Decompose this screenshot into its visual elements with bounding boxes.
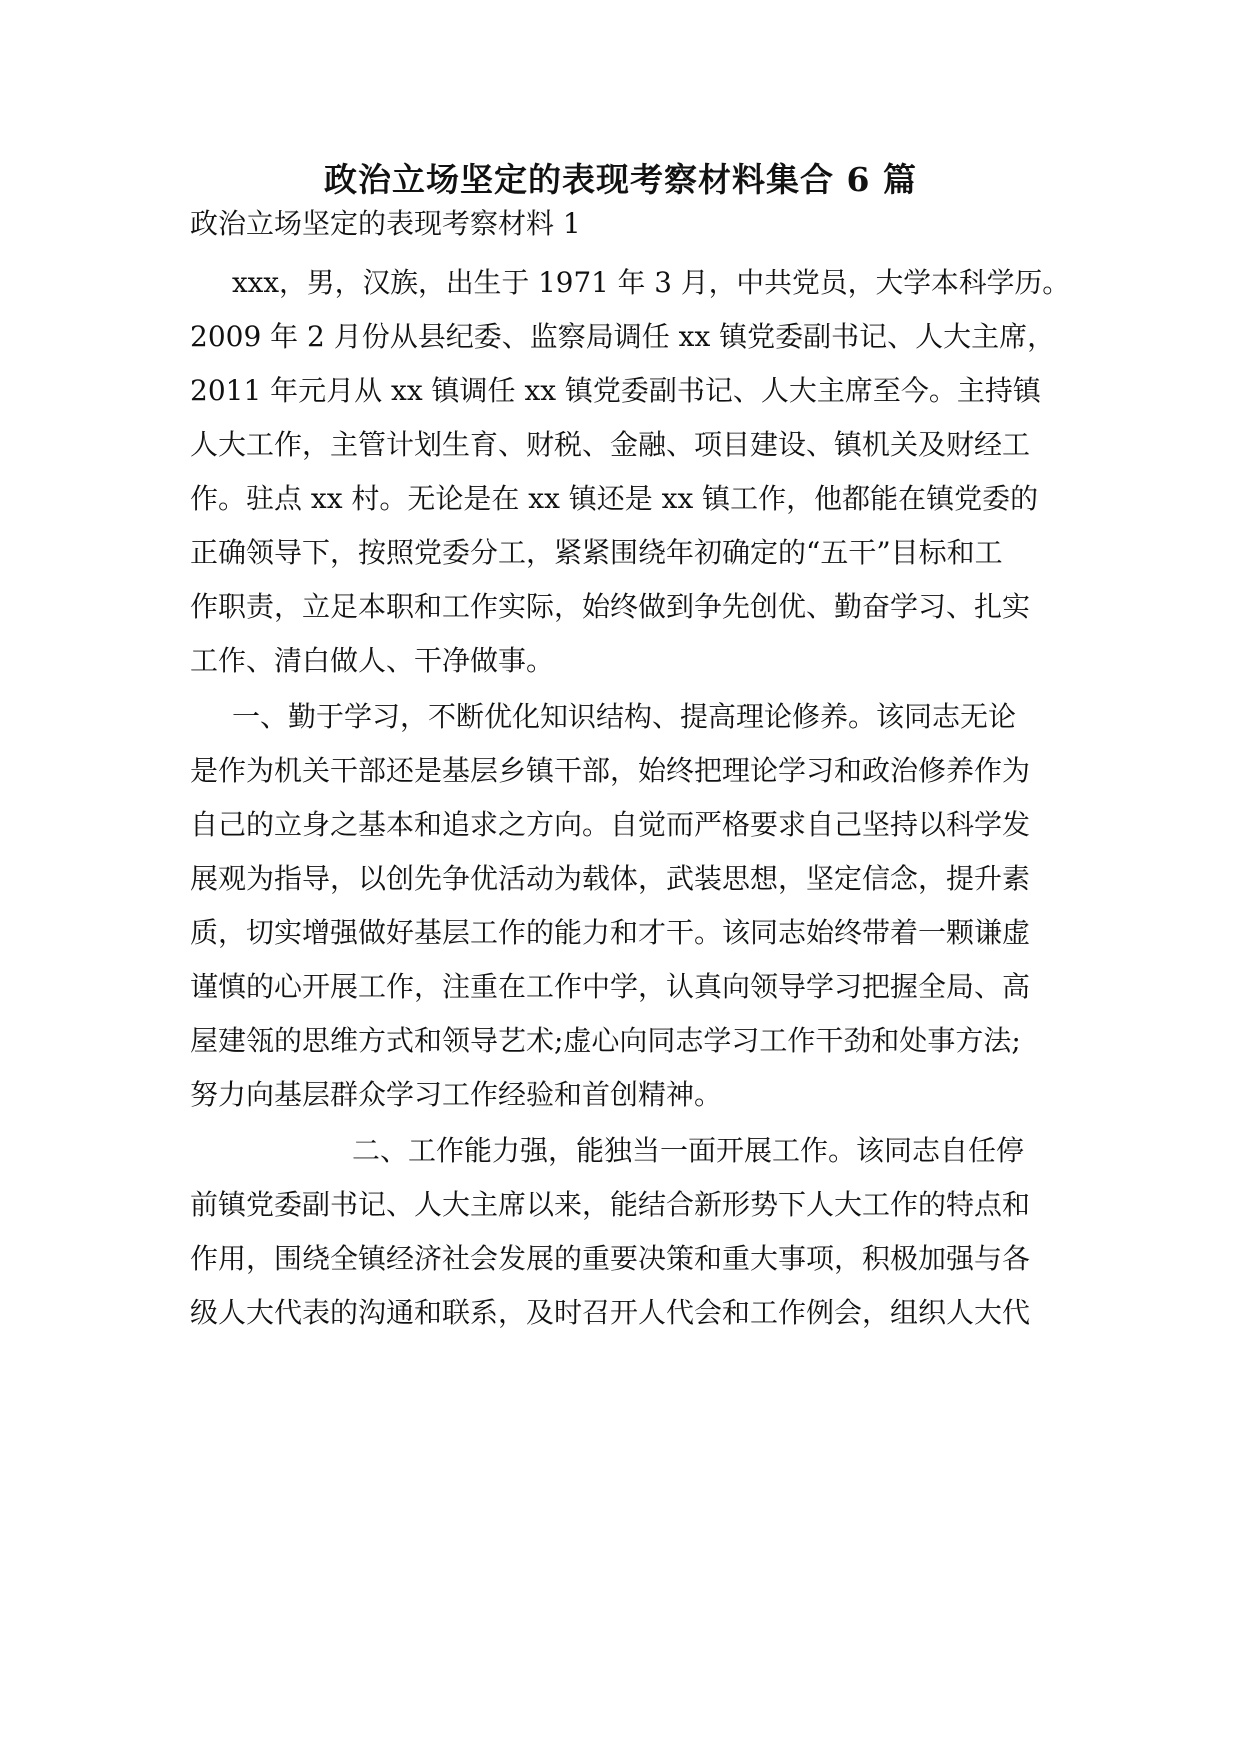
text-line: 一、勤于学习，不断优化知识结构、提高理论修养。该同志无论: [232, 700, 1017, 733]
text-line: 作。驻点 xx 村。无论是在 xx 镇还是 xx 镇工作，他都能在镇党委的: [190, 482, 1039, 515]
text-line: 质，切实增强做好基层工作的能力和才干。该同志始终带着一颗谦虚: [190, 916, 1031, 949]
text-line: 人大工作，主管计划生育、财税、金融、项目建设、镇机关及财经工: [190, 428, 1031, 461]
text-line: 是作为机关干部还是基层乡镇干部，始终把理论学习和政治修养作为: [190, 754, 1031, 787]
text-line: 级人大代表的沟通和联系，及时召开人代会和工作例会，组织人大代: [190, 1296, 1031, 1329]
text-line: 正确领导下，按照党委分工，紧紧围绕年初确定的“五干”目标和工: [190, 536, 1003, 569]
text-line: 作用，围绕全镇经济社会发展的重要决策和重大事项，积极加强与各: [190, 1242, 1031, 1275]
text-line: 谨慎的心开展工作，注重在工作中学，认真向领导学习把握全局、高: [190, 970, 1031, 1003]
section-heading: 政治立场坚定的表现考察材料 1: [190, 207, 581, 240]
text-line: 作职责，立足本职和工作实际，始终做到争先创优、勤奋学习、扎实: [190, 590, 1031, 623]
text-line: 二、工作能力强，能独当一面开展工作。该同志自任停: [352, 1134, 1025, 1167]
text-line: 工作、清白做人、干净做事。: [190, 644, 555, 677]
text-line: xxx，男，汉族，出生于 1971 年 3 月，中共党员，大学本科学历。: [232, 266, 1071, 299]
text-line: 自己的立身之基本和追求之方向。自觉而严格要求自己坚持以科学发: [190, 808, 1031, 841]
text-line: 2011 年元月从 xx 镇调任 xx 镇党委副书记、人大主席至今。主持镇: [190, 374, 1041, 407]
text-line: 前镇党委副书记、人大主席以来，能结合新形势下人大工作的特点和: [190, 1188, 1031, 1221]
text-line: 屋建瓴的思维方式和领导艺术;虚心向同志学习工作干劲和处事方法;: [190, 1024, 1021, 1057]
text-line: 努力向基层群众学习工作经验和首创精神。: [190, 1078, 723, 1111]
document-title: 政治立场坚定的表现考察材料集合 6 篇: [324, 160, 917, 199]
text-line: 展观为指导，以创先争优活动为载体，武装思想，坚定信念，提升素: [190, 862, 1031, 895]
text-line: 2009 年 2 月份从县纪委、监察局调任 xx 镇党委副书记、人大主席，: [190, 320, 1056, 353]
